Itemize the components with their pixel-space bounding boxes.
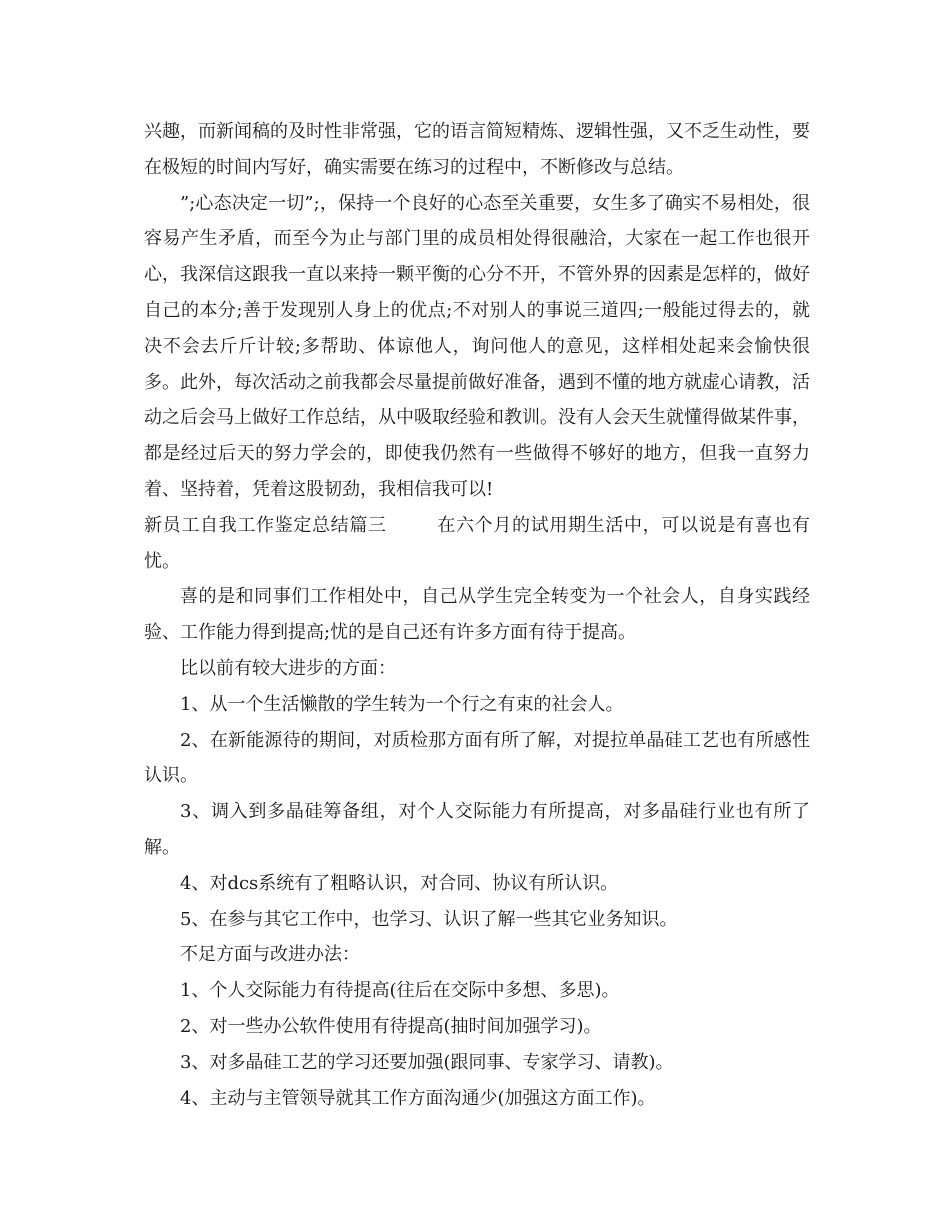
list-item-progress-1: 1、从一个生活懒散的学生转为一个行之有束的社会人。 [180,693,624,715]
subheading-shortcomings: 不足方面与改进办法： [180,944,360,966]
list-item-progress-2: 2、在新能源待的期间，对质检那方面有所了解，对提拉单晶硅工艺也有所感性认识。 [144,729,810,787]
section-heading-paragraph [144,508,810,580]
list-item-progress-3: 3、调入到多晶硅筹备组，对个人交际能力有所提高，对多晶硅行业也有所了解。 [144,801,810,858]
list-item-progress-5: 5、在参与其它工作中，也学习、认识了解一些其它业务知识。 [180,908,678,930]
list-item-shortcoming-2: 2、对一些办公软件使用有待提高(抽时间加强学习)。 [180,1015,602,1037]
paragraph-intro: 兴趣，而新闻稿的及时性非常强，它的语言简短精炼、逻辑性强，又不乏生动性，要在极短的时间内写好，确实需要在练习的过程中，不断修改与总结。 [144,121,810,178]
list-item-shortcoming-4: 4、主动与主管领导就其工作方面沟通少(加强这方面工作)。 [180,1087,656,1109]
list-item-progress-4: 4、对dcs系统有了粗略认识，对合同、协议有所认识。 [180,872,619,894]
section-title: 新员工自我工作鉴定总结篇三 [144,514,387,536]
paragraph-body-1: 喜的是和同事们工作相处中，自己从学生完全转变为一个社会人，自身实践经验、工作能力得到提高;忧的是自己还有许多方面有待于提高。 [144,586,810,644]
subheading-progress: 比以前有较大进步的方面： [180,657,396,679]
paragraph-mindset: ”;心态决定一切”;，保持一个良好的心态至关重要，女生多了确实不易相处，很容易产生矛盾，而至今为止与部门里的成员相处得很融洽，大家在一起工作也很开心，我深信这跟我一直以来持一颗平衡的心分不开，不管外界的因素是怎样的，做好自己的本分;善于发现别人身上的优点;不对别人的事说三道四;一般能过得去的，就决不会去斤斤计较;多帮助、体谅他人，询问他人的意见，这样相处起来会愉快很多。此外，每次活动之前我都会尽量提前做好准备，遇到不懂的地方就虚心请教，活动之后会马上做好工作总结，从中吸取经验和教训。没有人会天生就懂得做某件事，都是经过后天的努力学会的，即使我仍然有一些做得不够好的地方，但我一直努力着、坚持着，凭着这股韧劲，我相信我可以! [144,192,810,500]
list-item-shortcoming-1: 1、个人交际能力有待提高(往后在交际中多想、多思)。 [180,980,620,1002]
section-lead: 在六个月的试用期生活中，可以说是有喜也有忧。 [144,514,811,572]
list-item-shortcoming-3: 3、对多晶硅工艺的学习还要加强(跟同事、专家学习、请教)。 [180,1051,674,1073]
document-body [144,114,810,1116]
